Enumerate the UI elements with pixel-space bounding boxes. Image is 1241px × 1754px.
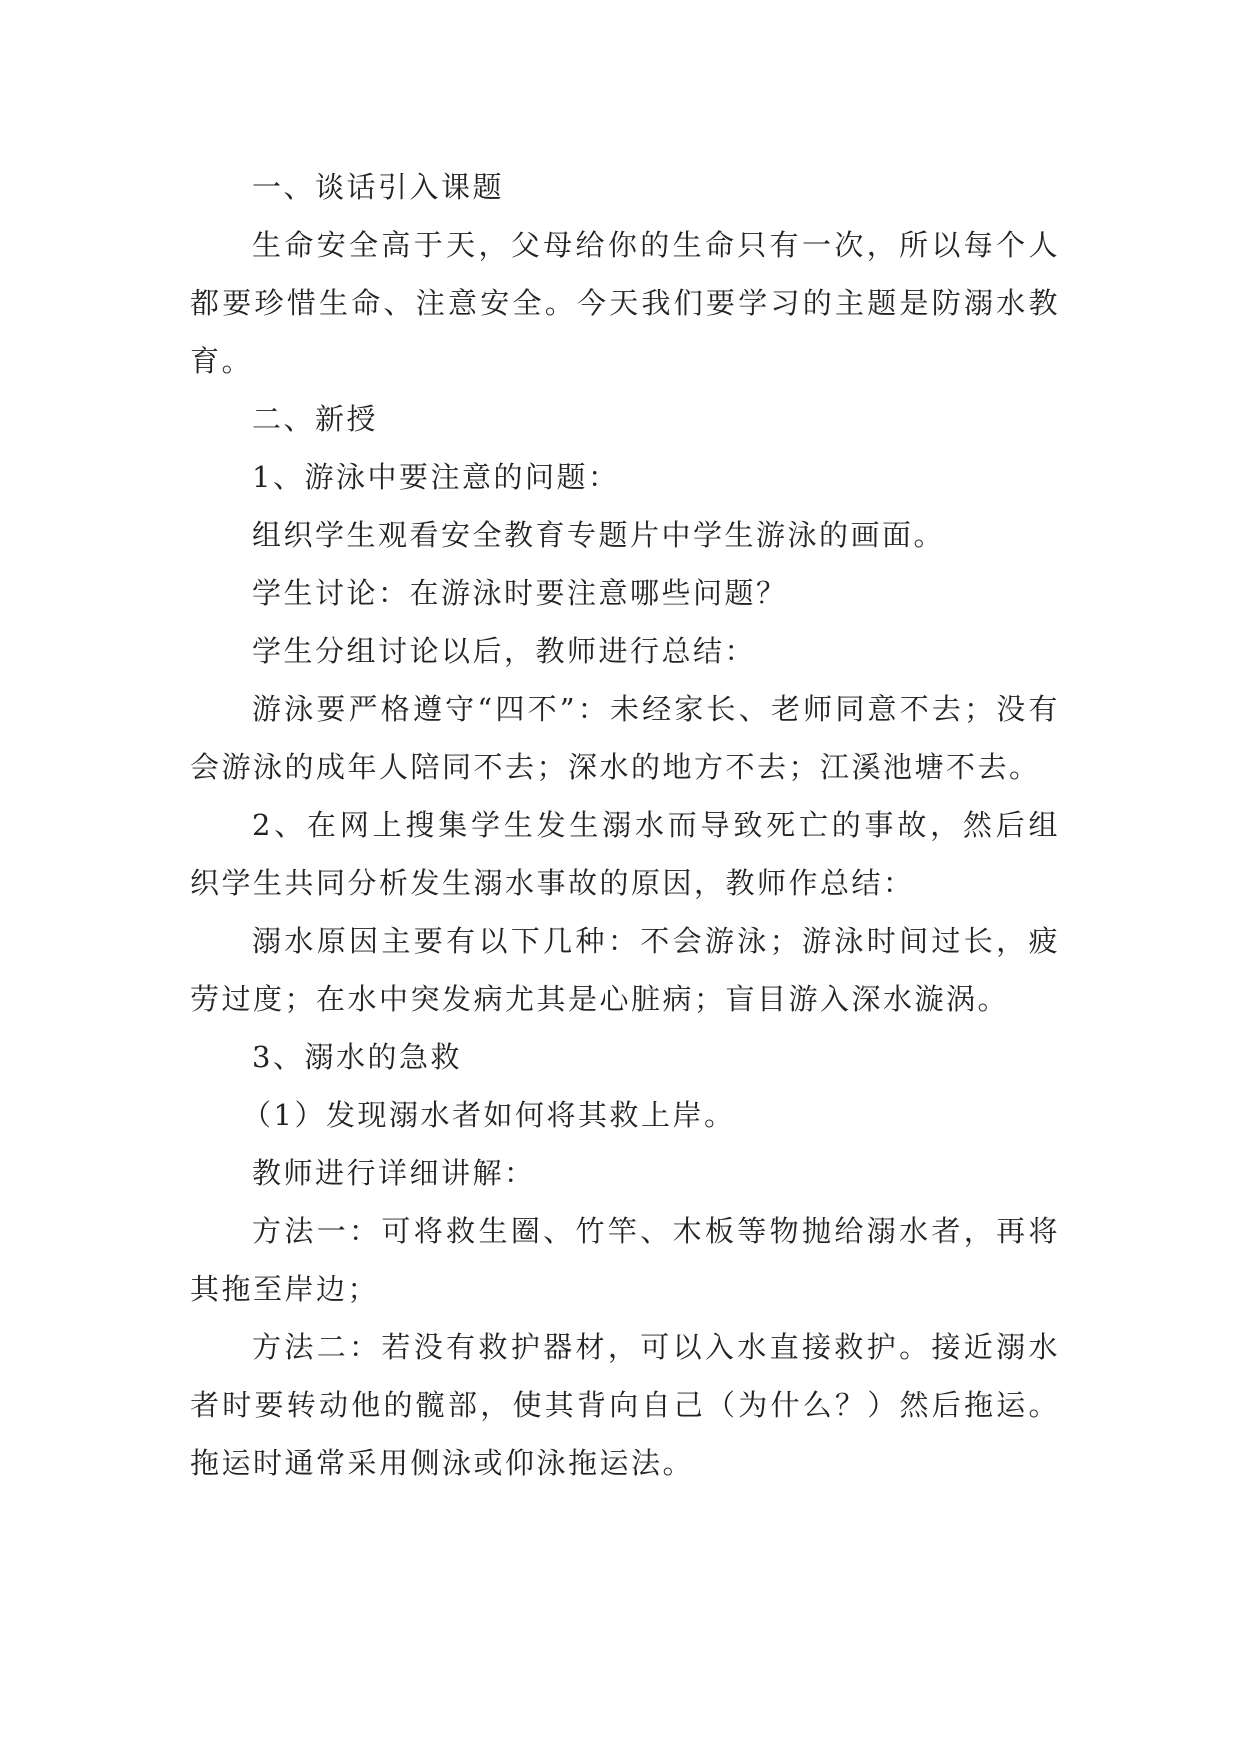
paragraph-method-one: 方法一：可将救生圈、竹竿、木板等物抛给溺水者，再将其拖至岸边； [190,1214,1060,1306]
section-drowning-cases: 2、在网上搜集学生发生溺水而导致死亡的事故，然后组织学生共同分析发生溺水事故的原因，教师作总结： [190,808,1060,900]
paragraph-drowning-causes: 溺水原因主要有以下几种：不会游泳；游泳时间过长，疲劳过度；在水中突发病尤其是心脏病；盲目游入深水漩涡。 [190,924,1060,1016]
paragraph-student-discussion: 学生讨论：在游泳时要注意哪些问题？ [252,576,788,610]
section-swimming-issues: 1、游泳中要注意的问题： [252,460,620,494]
section-first-aid: 3、溺水的急救 [252,1040,462,1074]
paragraph-method-two: 方法二：若没有救护器材，可以入水直接救护。接近溺水者时要转动他的髋部，使其背向自己（为什么？）然后拖运。拖运时通常采用侧泳或仰泳拖运法。 [190,1330,1060,1480]
heading-new-lesson: 二、新授 [252,402,379,436]
paragraph-teacher-explains: 教师进行详细讲解： [252,1156,536,1190]
subsection-rescue-ashore: （1）发现溺水者如何将其救上岸。 [242,1098,736,1132]
paragraph-teacher-summary: 学生分组讨论以后，教师进行总结： [252,634,757,668]
document-body [190,158,1060,1492]
paragraph-watch-film: 组织学生观看安全教育专题片中学生游泳的画面。 [252,518,946,552]
heading-intro: 一、谈话引入课题 [252,170,505,204]
paragraph-four-nots: 游泳要严格遵守“四不”：未经家长、老师同意不去；没有会游泳的成年人陪同不去；深水的地方不去；江溪池塘不去。 [190,692,1060,784]
paragraph-life-safety: 生命安全高于天，父母给你的生命只有一次，所以每个人都要珍惜生命、注意安全。今天我们要学习的主题是防溺水教育。 [190,228,1060,378]
